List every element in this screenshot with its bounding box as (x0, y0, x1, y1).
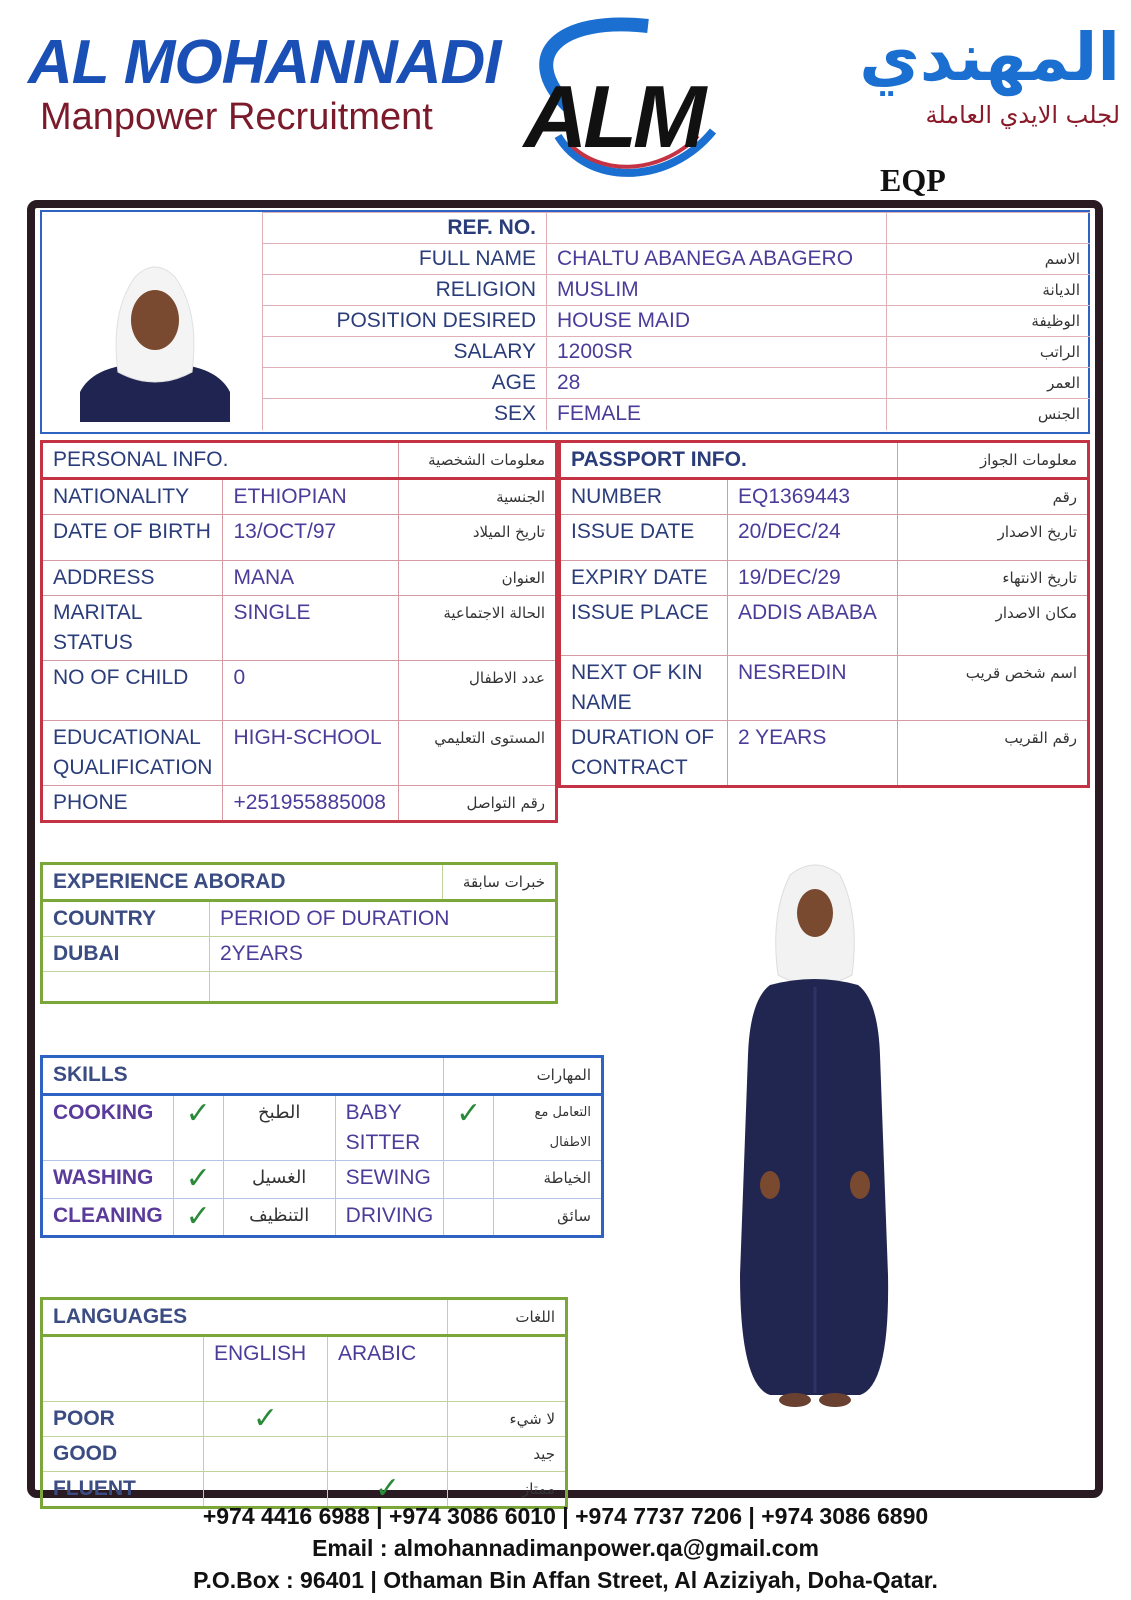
skill-name: COOKING (42, 1095, 174, 1161)
brand-name: AL MOHANNADI (28, 28, 501, 97)
profile-label-ar: العمر (887, 368, 1091, 399)
skill-row (42, 1199, 603, 1237)
field-label-ar: الحالة الاجتماعية (399, 596, 557, 661)
profile-label: RELIGION (263, 275, 547, 306)
field-label: EXPIRY DATE (560, 561, 728, 596)
personal-row (42, 479, 557, 515)
profile-value (547, 213, 887, 244)
field-value: 20/DEC/24 (728, 515, 898, 561)
brand-english (28, 28, 501, 140)
profile-label-ar: الجنس (887, 399, 1091, 430)
field-label: ISSUE PLACE (560, 596, 728, 656)
agency-code: EQP (880, 162, 946, 198)
skill-name-ar: الطبخ (223, 1095, 335, 1161)
field-label: NO OF CHILD (42, 661, 223, 721)
personal-row (42, 561, 557, 596)
check-icon: ✓ (328, 1472, 448, 1508)
col-arabic: ARABIC (328, 1336, 448, 1402)
field-label: PHONE (42, 786, 223, 822)
skills-title: SKILLS (42, 1057, 444, 1095)
skills-table (40, 1055, 604, 1238)
passport-info-title-ar: معلومات الجواز (898, 442, 1089, 479)
field-label: NEXT OF KIN NAME (560, 656, 728, 721)
brand-arabic-name: المهندي (859, 19, 1120, 96)
section-header (42, 864, 557, 901)
check-icon: ✓ (173, 1161, 223, 1199)
check-icon (328, 1437, 448, 1472)
footer-phones: +974 4416 6988 | +974 3086 6010 | +974 7737 7206 | +974 3086 6890 (202, 1503, 929, 1529)
language-row (42, 1402, 567, 1437)
passport-row (560, 515, 1089, 561)
field-label-ar: اسم شخص قريب (898, 656, 1089, 721)
skills-title-ar: المهارات (444, 1057, 603, 1095)
personal-info-title-ar: معلومات الشخصية (399, 442, 557, 479)
profile-value: MUSLIM (547, 275, 887, 306)
footer-address: P.O.Box : 96401 | Othaman Bin Affan Street, Al Aziziyah, Doha-Qatar. (193, 1567, 938, 1593)
language-level-ar: لا شيء (448, 1402, 567, 1437)
language-level: POOR (42, 1402, 204, 1437)
check-icon: ✓ (173, 1199, 223, 1237)
check-icon (444, 1161, 494, 1199)
profile-row (263, 306, 1091, 337)
profile-table (262, 212, 1090, 430)
candidate-full-body-photo (730, 855, 900, 1410)
language-level: FLUENT (42, 1472, 204, 1508)
skill-name-ar: التعامل مع الاطفال (494, 1095, 603, 1161)
field-label-ar: عدد الاطفال (399, 661, 557, 721)
profile-label: SEX (263, 399, 547, 430)
field-label-ar: تاريخ الانتهاء (898, 561, 1089, 596)
blank-cell (448, 1336, 567, 1402)
skill-name-ar: سائق (494, 1199, 603, 1237)
passport-info-title: PASSPORT INFO. (560, 442, 898, 479)
field-value: 13/OCT/97 (223, 515, 399, 561)
profile-row (263, 244, 1091, 275)
col-english: ENGLISH (204, 1336, 328, 1402)
skill-name-ar: التنظيف (223, 1199, 335, 1237)
check-icon (444, 1199, 494, 1237)
language-level-ar: ممتاز (448, 1472, 567, 1508)
brand-subtitle: Manpower Recruitment (40, 96, 433, 138)
personal-row (42, 721, 557, 786)
profile-value: HOUSE MAID (547, 306, 887, 337)
section-header (42, 442, 557, 479)
profile-value: 1200SR (547, 337, 887, 368)
languages-table (40, 1297, 568, 1509)
personal-row (42, 786, 557, 822)
skill-row (42, 1161, 603, 1199)
field-value: ETHIOPIAN (223, 479, 399, 515)
field-label-ar: رقم التواصل (399, 786, 557, 822)
experience-country: DUBAI (42, 937, 210, 972)
profile-label-ar: الديانة (887, 275, 1091, 306)
field-label: ADDRESS (42, 561, 223, 596)
experience-period: 2YEARS (210, 937, 557, 972)
language-level: GOOD (42, 1437, 204, 1472)
brand-arabic (740, 18, 1120, 132)
profile-label: REF. NO. (263, 213, 547, 244)
field-label: EDUCATIONAL QUALIFICATION (42, 721, 223, 786)
profile-value: 28 (547, 368, 887, 399)
personal-info-table (40, 440, 558, 823)
field-value: EQ1369443 (728, 479, 898, 515)
skill-name: BABY SITTER (335, 1095, 444, 1161)
field-label-ar: مكان الاصدار (898, 596, 1089, 656)
field-value: ADDIS ABABA (728, 596, 898, 656)
check-icon: ✓ (444, 1095, 494, 1161)
profile-row (263, 275, 1091, 306)
field-value: SINGLE (223, 596, 399, 661)
profile-value: FEMALE (547, 399, 887, 430)
experience-title: EXPERIENCE ABORAD (42, 864, 443, 901)
check-icon: ✓ (204, 1402, 328, 1437)
profile-label: SALARY (263, 337, 547, 368)
field-label: NATIONALITY (42, 479, 223, 515)
section-header (42, 1057, 603, 1095)
footer-email: Email : almohannadimanpower.qa@gmail.com (312, 1535, 819, 1561)
field-label-ar: المستوى التعليمي (399, 721, 557, 786)
experience-period (210, 972, 557, 1003)
experience-table (40, 862, 558, 1004)
profile-row (263, 213, 1091, 244)
personal-info-title: PERSONAL INFO. (42, 442, 399, 479)
experience-row (42, 972, 557, 1003)
alm-logo (498, 16, 728, 181)
passport-row (560, 656, 1089, 721)
field-value: 0 (223, 661, 399, 721)
personal-row (42, 515, 557, 561)
field-value: MANA (223, 561, 399, 596)
logo-text: ALM (523, 67, 703, 166)
languages-header-row (42, 1336, 567, 1402)
passport-row (560, 479, 1089, 515)
brand-arabic-subtitle: لجلب الايدي العاملة (925, 101, 1120, 129)
experience-header-row (42, 901, 557, 937)
col-country: COUNTRY (42, 901, 210, 937)
skill-name-ar: الغسيل (223, 1161, 335, 1199)
field-value: 2 YEARS (728, 721, 898, 787)
check-icon: ✓ (173, 1095, 223, 1161)
col-period: PERIOD OF DURATION (210, 901, 557, 937)
profile-label: FULL NAME (263, 244, 547, 275)
profile-value: CHALTU ABANEGA ABAGERO (547, 244, 887, 275)
field-label: ISSUE DATE (560, 515, 728, 561)
experience-row (42, 937, 557, 972)
check-icon (328, 1402, 448, 1437)
profile-row (263, 337, 1091, 368)
experience-country (42, 972, 210, 1003)
field-label: DATE OF BIRTH (42, 515, 223, 561)
blank-cell (42, 1336, 204, 1402)
field-value: NESREDIN (728, 656, 898, 721)
field-value: 19/DEC/29 (728, 561, 898, 596)
languages-title: LANGUAGES (42, 1299, 448, 1336)
profile-label: AGE (263, 368, 547, 399)
profile-label-ar (887, 213, 1091, 244)
field-value: HIGH-SCHOOL (223, 721, 399, 786)
section-header (42, 1299, 567, 1336)
passport-info-table (558, 440, 1090, 788)
profile-row (263, 368, 1091, 399)
skill-name: DRIVING (335, 1199, 444, 1237)
skill-name: CLEANING (42, 1199, 174, 1237)
field-label: MARITAL STATUS (42, 596, 223, 661)
field-label-ar: العنوان (399, 561, 557, 596)
language-level-ar: جيد (448, 1437, 567, 1472)
personal-row (42, 596, 557, 661)
profile-label-ar: الوظيفة (887, 306, 1091, 337)
field-label-ar: تاريخ الميلاد (399, 515, 557, 561)
field-label: DURATION OF CONTRACT (560, 721, 728, 787)
languages-title-ar: اللغات (448, 1299, 567, 1336)
check-icon (204, 1437, 328, 1472)
field-label-ar: تاريخ الاصدار (898, 515, 1089, 561)
passport-row (560, 721, 1089, 787)
skill-name: SEWING (335, 1161, 444, 1199)
field-label-ar: رقم (898, 479, 1089, 515)
personal-row (42, 661, 557, 721)
field-label-ar: الجنسية (399, 479, 557, 515)
field-label-ar: رقم القريب (898, 721, 1089, 787)
field-value: +251955885008 (223, 786, 399, 822)
candidate-portrait-photo (80, 242, 230, 422)
profile-row (263, 399, 1091, 430)
profile-label: POSITION DESIRED (263, 306, 547, 337)
passport-row (560, 561, 1089, 596)
profile-label-ar: الراتب (887, 337, 1091, 368)
experience-title-ar: خبرات سابقة (442, 864, 556, 901)
field-label: NUMBER (560, 479, 728, 515)
profile-label-ar: الاسم (887, 244, 1091, 275)
contact-footer (0, 1500, 1131, 1596)
skill-name-ar: الخياطة (494, 1161, 603, 1199)
section-header (560, 442, 1089, 479)
skill-name: WASHING (42, 1161, 174, 1199)
language-row (42, 1437, 567, 1472)
passport-row (560, 596, 1089, 656)
skill-row (42, 1095, 603, 1161)
